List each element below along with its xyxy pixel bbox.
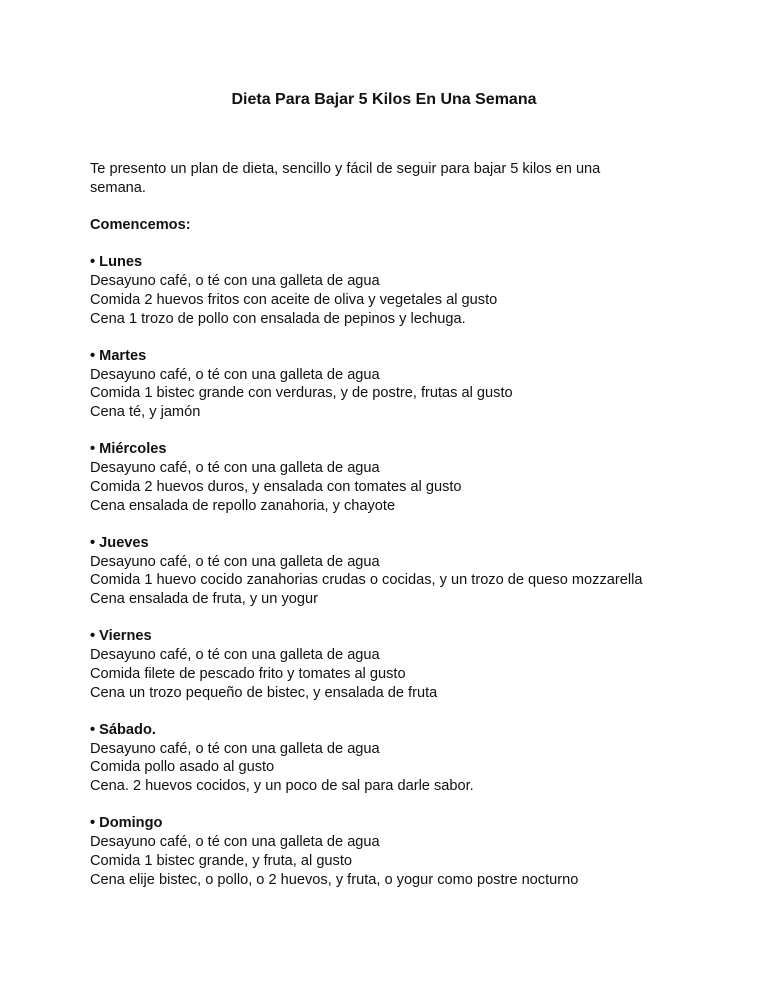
meal-dinner: Cena té, y jamón (90, 404, 201, 421)
meal-breakfast: Desayuno café, o té con una galleta de agua (90, 366, 380, 383)
day-heading: • Domingo (90, 815, 163, 832)
meal-lunch: Comida 2 huevos duros, y ensalada con tomates al gusto (90, 478, 462, 495)
meal-lunch: Comida 1 bistec grande, y fruta, al gusto (90, 852, 353, 869)
meal-dinner: Cena ensalada de repollo zanahoria, y chayote (90, 497, 396, 514)
meal-breakfast: Desayuno café, o té con una galleta de agua (90, 273, 380, 290)
intro-paragraph (90, 160, 730, 197)
intro-line: semana. (90, 179, 146, 196)
meal-dinner: Cena 1 trozo de pollo con ensalada de pepinos y lechuga. (90, 310, 466, 327)
day-section-sabado (90, 721, 730, 796)
meal-breakfast: Desayuno café, o té con una galleta de agua (90, 553, 380, 570)
lead-heading: Comencemos: (90, 217, 191, 234)
day-section-domingo (90, 814, 730, 889)
meal-lunch: Comida pollo asado al gusto (90, 759, 275, 776)
day-section-jueves (90, 534, 730, 609)
day-section-miercoles (90, 440, 730, 515)
meal-breakfast: Desayuno café, o té con una galleta de agua (90, 647, 380, 664)
meal-lunch: Comida 2 huevos fritos con aceite de oliva y vegetales al gusto (90, 291, 498, 308)
document-page (90, 90, 730, 889)
day-section-viernes (90, 627, 730, 702)
meal-lunch: Comida 1 huevo cocido zanahorias crudas o cocidas, y un trozo de queso mozzarella (90, 572, 643, 589)
intro-line: Te presento un plan de dieta, sencillo y fácil de seguir para bajar 5 kilos en una (90, 161, 601, 177)
document-title: Dieta Para Bajar 5 Kilos En Una Semana (231, 91, 537, 108)
meal-breakfast: Desayuno café, o té con una galleta de agua (90, 460, 380, 477)
meal-dinner: Cena. 2 huevos cocidos, y un poco de sal para darle sabor. (90, 778, 474, 795)
day-heading: • Jueves (90, 534, 149, 551)
day-heading: • Lunes (90, 254, 143, 271)
meal-breakfast: Desayuno café, o té con una galleta de agua (90, 834, 380, 851)
meal-lunch: Comida 1 bistec grande con verduras, y de postre, frutas al gusto (90, 385, 513, 402)
day-heading: • Viernes (90, 628, 152, 645)
meal-dinner: Cena ensalada de fruta, y un yogur (90, 591, 318, 608)
day-heading: • Martes (90, 347, 147, 364)
meal-lunch: Comida filete de pescado frito y tomates al gusto (90, 665, 406, 682)
day-heading: • Sábado. (90, 721, 156, 738)
day-heading: • Miércoles (90, 441, 167, 458)
day-section-martes (90, 347, 730, 422)
day-section-lunes (90, 253, 730, 328)
meal-dinner: Cena elije bistec, o pollo, o 2 huevos, y fruta, o yogur como postre nocturno (90, 871, 579, 888)
meal-breakfast: Desayuno café, o té con una galleta de agua (90, 740, 380, 757)
meal-dinner: Cena un trozo pequeño de bistec, y ensalada de fruta (90, 684, 438, 701)
